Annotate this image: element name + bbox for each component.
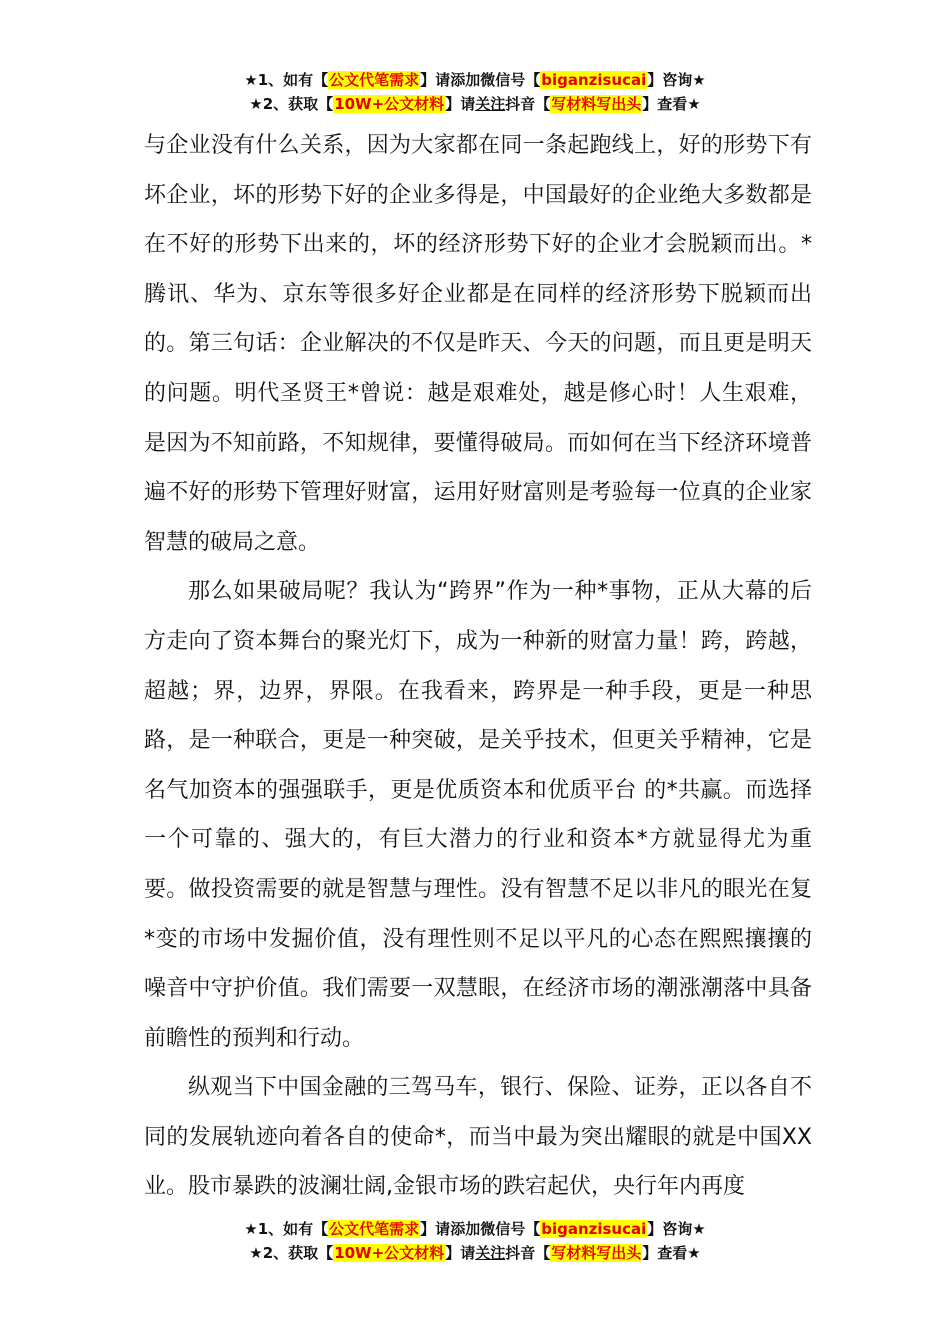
- footer-line-1-mid2: 微信号【: [480, 1220, 541, 1238]
- footer-line-1-mid: 】请: [420, 1220, 451, 1238]
- promo-line-2-prefix: ★2、获取【: [249, 95, 334, 113]
- promo-highlight-wechat-id: biganzisucai: [541, 71, 647, 89]
- promo-line-1: [0, 68, 950, 92]
- footer-line-2-prefix: ★2、获取【: [249, 1244, 334, 1262]
- promo-line-2-suffix: 】查看★: [642, 95, 701, 113]
- promo-line-2-mid: 】请: [445, 95, 476, 113]
- footer-highlight-service: 公文代笔需求: [329, 1220, 420, 1238]
- promo-highlight-materials: 10W+公文材料: [334, 95, 445, 113]
- document-body: [144, 121, 812, 1212]
- promo-line-1-mid2: 微信号【: [480, 71, 541, 89]
- footer-highlight-douyin: 写材料写出头: [551, 1244, 642, 1262]
- paragraph-2: 那么如果破局呢？我认为“跨界”作为一种*事物，正从大幕的后方走向了资本舞台的聚光灯下，成为一种新的财富力量！跨，跨越，超越；界，边界，界限。在我看来，跨界是一种手段，更是一种思路，是一种联合，更是一种突破，是关乎技术，但更关乎精神，它是名气加资本的强强联手，更是优质资本和优质平台 的*共赢。而选择一个可靠的、强大的，有巨大潜力的行业和资本*方就显得尤为重要。做投资需要的就是智慧与理性。没有智慧不足以非凡的眼光在复*变的市场中发掘价值，没有理性则不足以平凡的心态在熙熙攘攘的噪音中守护价值。我们需要一双慧眼，在经济市场的潮涨潮落中具备前瞻性的预判和行动。: [144, 579, 812, 1051]
- promo-line-1-prefix: ★1、如有【: [244, 71, 329, 89]
- footer-promo-line-1: [0, 1217, 950, 1241]
- paragraph-3: 纵观当下中国金融的三驾马车，银行、保险、证券，正以各自不同的发展轨迹向着各自的使命*，而当中最为突出耀眼的就是中国XX业。股市暴跌的波澜壮阔,金银市场的跌宕起伏，央行年内再度: [144, 1075, 812, 1200]
- promo-line-2: [0, 92, 950, 116]
- paragraph-1: 与企业没有什么关系，因为大家都在同一条起跑线上，好的形势下有坏企业，坏的形势下好的企业多得是，中国最好的企业绝大多数都是在不好的形势下出来的，坏的经济形势下好的企业才会脱颖而出。*腾讯、华为、京东等很多好企业都是在同样的经济形势下脱颖而出的。第三句话：企业解决的不仅是昨天、今天的问题，而且更是明天的问题。明代圣贤王*曾说：越是艰难处，越是修心时！人生艰难，是因为不知前路，不知规律，要懂得破局。而如何在当下经济环境普遍不好的形势下管理好财富，运用好财富则是考验每一位真的企业家智慧的破局之意。: [144, 133, 812, 555]
- footer-line-1-suffix: 】咨询★: [647, 1220, 706, 1238]
- footer-line-2-suffix: 】查看★: [642, 1244, 701, 1262]
- promo-highlight-service: 公文代笔需求: [329, 71, 420, 89]
- promo-highlight-douyin: 写材料写出头: [551, 95, 642, 113]
- promo-line-2-mid2: 抖音【: [505, 95, 551, 113]
- promo-line-2-emphasis: 关注: [475, 95, 506, 113]
- header-promo-banner: [0, 68, 950, 116]
- footer-highlight-materials: 10W+公文材料: [334, 1244, 445, 1262]
- footer-promo-line-2: [0, 1241, 950, 1265]
- footer-line-1-prefix: ★1、如有【: [244, 1220, 329, 1238]
- promo-line-1-mid: 】请: [420, 71, 451, 89]
- promo-line-1-suffix: 】咨询★: [647, 71, 706, 89]
- footer-line-2-mid2: 抖音【: [505, 1244, 551, 1262]
- footer-promo-banner: [0, 1217, 950, 1265]
- footer-line-2-emphasis: 关注: [475, 1244, 506, 1262]
- footer-highlight-wechat-id: biganzisucai: [541, 1220, 647, 1238]
- footer-line-1-emphasis: 添加: [450, 1220, 481, 1238]
- footer-line-2-mid: 】请: [445, 1244, 476, 1262]
- promo-line-1-emphasis: 添加: [450, 71, 481, 89]
